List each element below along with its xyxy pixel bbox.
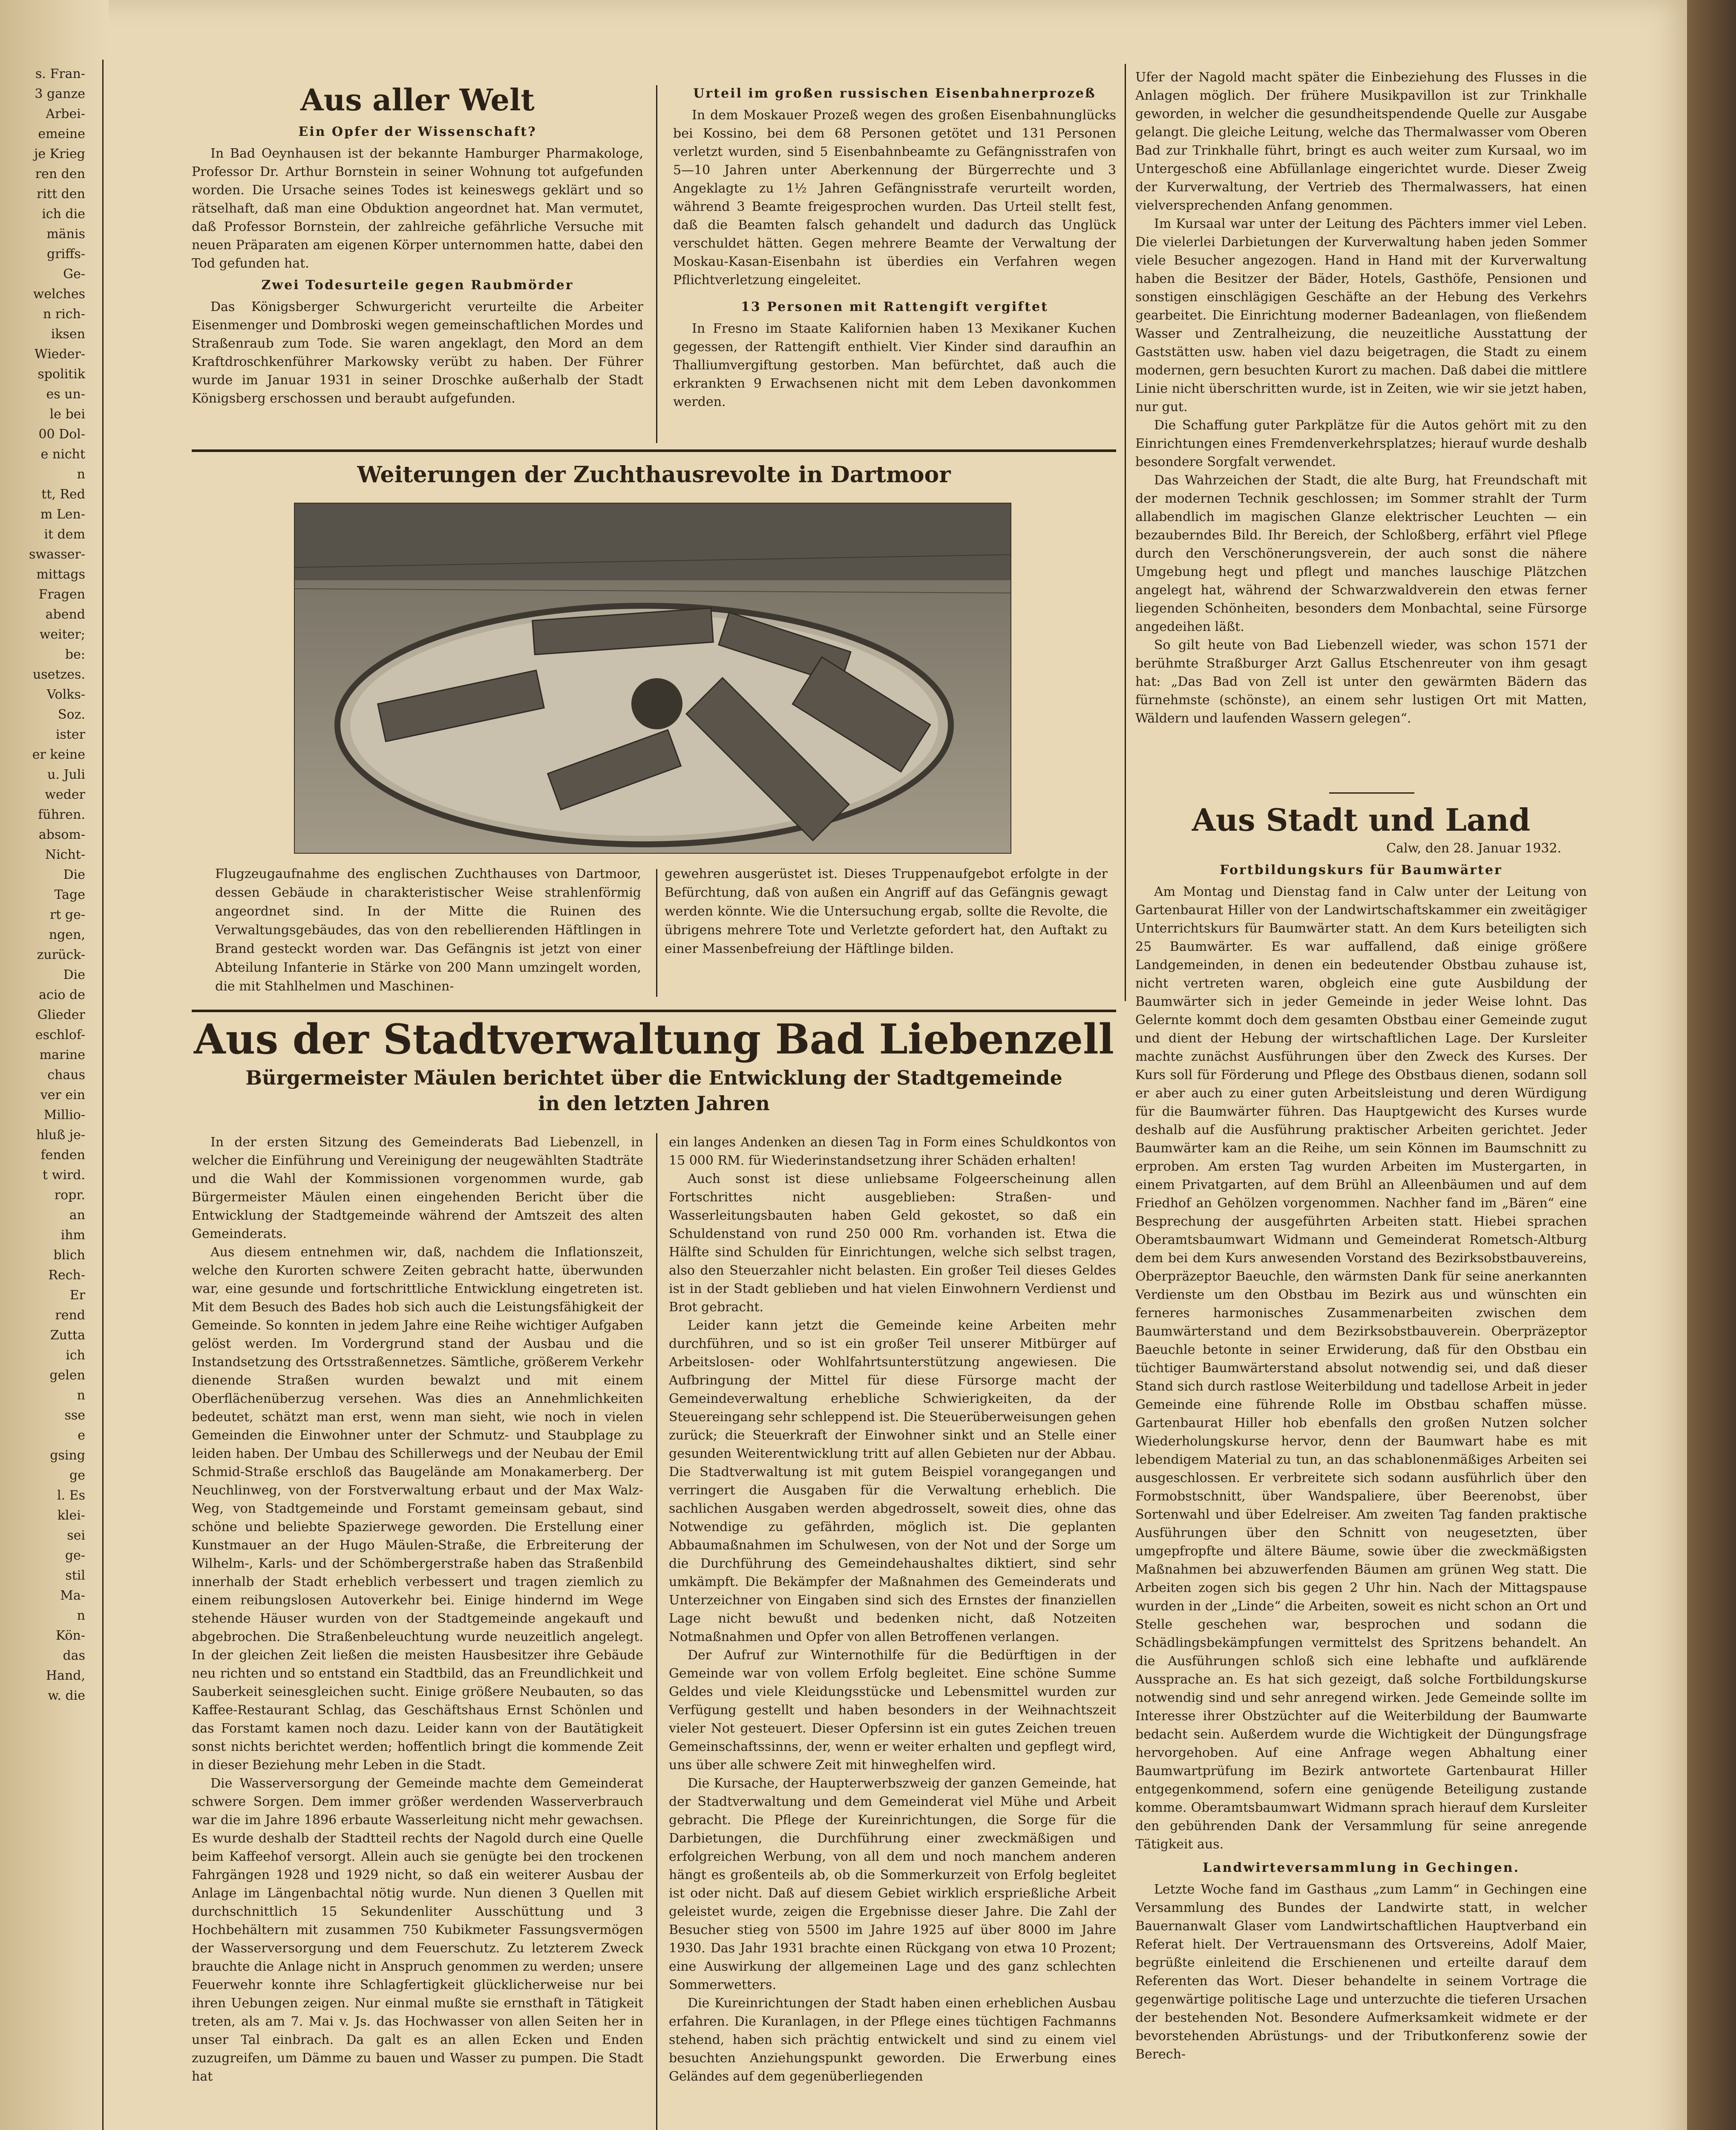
strip-fragment: ngen, xyxy=(49,927,85,942)
article-text: Das Königsberger Schwurgericht verurteilte die Arbeiter Eisenmenger und Dombroski wegen gemeinschaftlichen Mordes und Straßenraub zum Tode. Sie waren angeklagt, den Mord an dem Kraftdroschkenführer Markowsky verübt zu haben. Der Führer wurde im Januar 1931 in seiner Droschke außerhalb der Stadt Königsberg erschossen und beraubt aufgefunden. xyxy=(192,299,643,406)
strip-fragment: iksen xyxy=(51,327,85,342)
strip-fragment: er keine xyxy=(32,747,85,762)
aus-stadt-und-land-column xyxy=(1135,801,1587,2130)
strip-fragment: Volks- xyxy=(46,687,85,702)
strip-fragment: Arbei- xyxy=(46,106,85,121)
strip-fragment: mänis xyxy=(46,227,85,242)
liebenzell-continuation-column xyxy=(1135,68,1587,792)
strip-fragment: l. Es xyxy=(57,1488,85,1503)
paragraph: Die Kursache, der Haupterwerbszweig der ganzen Gemeinde, hat der Stadtverwaltung und dem Gemeinderat viel Mühe und Arbeit gebracht. Die Pflege der Kureinrichtungen, die Sorge für die Darbietungen, die Durchführung einer zweckmäßigen und erfolgreichen Werbung, von all dem und noch manchem anderen hängt es großenteils ab, ob die Sommerkurzeit von Erfolg begleitet ist oder nicht. Daß auf diesem Gebiet wirklich ersprießliche Arbeit geleistet wurde, zeigen die Ergebnisse dieser Jahre. Die Zahl der Besucher stieg von 5500 im Jahre 1925 auf über 8000 im Jahre 1930. Das Jahr 1931 brachte einen Rückgang von etwa 10 Prozent; eine Auswirkung der allgemeinen Lage und des ganz schlechten Sommerwetters. xyxy=(669,1776,1116,1992)
liebenzell-right-column xyxy=(669,1133,1116,2130)
strip-fragment: griffs- xyxy=(47,247,85,262)
strip-fragment: Die xyxy=(63,967,85,982)
strip-fragment: abend xyxy=(45,607,85,622)
strip-fragment: Kön- xyxy=(55,1628,85,1643)
caption-text: gewehren ausgerüstet ist. Dieses Truppenaufgebot erfolgte in der Befürchtung, daß von außen ein Angriff auf das Gefängnis gewagt werden könnte. Wie die Untersuchung ergab, sollte die Revolte, die übrigens mehrere Tote und Verletzte gefordert hat, den Auftakt zu einer Massenbefreiung der Häftlinge bilden. xyxy=(665,866,1108,956)
article-text: In Fresno im Staate Kalifornien haben 13 Mexikaner Kuchen gegessen, der Rattengift enthielt. Vier Kinder sind daraufhin an Thalliumvergiftung gestorben. Man befürchtet, daß auch die erkrankten 9 Erwachsenen nicht mit dem Leben davonkommen werden. xyxy=(673,321,1116,409)
strip-fragment: m Len- xyxy=(40,507,85,522)
strip-fragment: chaus xyxy=(47,1068,85,1082)
strip-fragment: Er xyxy=(69,1288,85,1303)
strip-fragment: w. die xyxy=(48,1688,85,1703)
strip-fragment: fenden xyxy=(40,1148,85,1163)
article-text: In Bad Oeynhausen ist der bekannte Hamburger Pharmakologe, Professor Dr. Arthur Bornstein in seiner Wohnung tot aufgefunden worden. Die Ursache seines Todes ist keineswegs geklärt und so rätselhaft, daß man eine Obduktion angeordnet hat. Man vermutet, daß Professor Bornstein, der zahlreiche gefährliche Versuche mit neuen Präparaten am eigenen Körper unternommen hatte, dabei den Tod gefunden hat. xyxy=(192,146,643,271)
strip-fragment: gelen xyxy=(49,1368,85,1383)
strip-fragment: Soz. xyxy=(58,707,85,722)
short-rule xyxy=(1329,792,1414,794)
dartmoor-caption-left xyxy=(215,865,641,1005)
aus-aller-welt-heading: Aus aller Welt xyxy=(300,82,535,118)
strip-fragment: t wird. xyxy=(43,1168,85,1183)
strip-fragment: swasser- xyxy=(29,547,85,562)
strip-fragment: n xyxy=(77,1608,85,1623)
strip-fragment: marine xyxy=(39,1048,85,1062)
strip-fragment: acio de xyxy=(39,987,85,1002)
strip-fragment: emeine xyxy=(38,127,85,141)
strip-fragment: Ge- xyxy=(63,267,85,282)
strip-fragment: je Krieg xyxy=(34,147,85,161)
column-rule xyxy=(656,869,657,997)
previous-page-strip xyxy=(0,64,85,2109)
strip-fragment: stil xyxy=(65,1568,85,1583)
strip-fragment: ge- xyxy=(65,1548,85,1563)
strip-fragment: tt, Red xyxy=(41,487,85,502)
paragraph: Auch sonst ist diese unliebsame Folgeerscheinung allen Fortschrittes nicht ausgeblieben: Straßen- und Wasserleitungsbauten haben Geld gekostet, so daß ein Schuldenstand von rund 250 000 Rm. vorhanden ist. Etwa die Hälfte sind Schulden für Einrichtungen, welche sich selbst tragen, also den Steuerzahler nicht belasten. Ein großer Teil dieses Geldes ist in der Stadt geblieben und hat vielen Einwohnern Verdienst und Brot gebracht. xyxy=(669,1172,1116,1315)
column-rule xyxy=(656,85,657,443)
strip-fragment: ich die xyxy=(42,207,85,222)
russland-column xyxy=(673,81,1116,443)
strip-fragment: Rech- xyxy=(48,1268,85,1283)
liebenzell-left-column xyxy=(192,1133,643,2130)
strip-fragment: n xyxy=(77,1388,85,1403)
strip-fragment: ritt den xyxy=(37,187,85,201)
liebenzell-heading: Aus der Stadtverwaltung Bad Liebenzell xyxy=(194,1015,1114,1063)
strip-fragment: usetzes. xyxy=(32,667,85,682)
strip-fragment: mittags xyxy=(36,567,85,582)
strip-fragment: Fragen xyxy=(38,587,85,602)
paragraph: ein langes Andenken an diesen Tag in Form eines Schuldkontos von 15 000 RM. für Wiederinstandsetzung ihrer Schäden erhalten! xyxy=(669,1135,1116,1168)
article-title: Landwirteversammlung in Gechingen. xyxy=(1203,1860,1520,1875)
aus-stadt-und-land-heading: Aus Stadt und Land xyxy=(1192,802,1531,838)
paragraph: Aus diesem entnehmen wir, daß, nachdem die Inflationszeit, welche den Kurorten schwere Zeiten gebracht hatte, überwunden war, eine gesunde und fortschrittliche Entwicklung eingetreten ist. Mit dem Besuch des Bades hob sich auch die Leistungsfähigkeit der Gemeinde. So konnten in jedem Jahre eine Reihe wichtiger Aufgaben gelöst werden. Im Vordergrund stand der Ausbau und die Instandsetzung des Ortsstraßennetzes. Sämtliche, größerem Verkehr dienende Straßen wurden bewalzt und mit einem Oberflächenüberzug versehen. Was dies an Annehmlichkeiten bedeutet, schätzt man erst, wenn man sieht, wie noch in vielen Gemeinden die Einwohner unter der Schmutz- und Staubplage zu leiden haben. Der Umbau des Schillerwegs und der Neubau der Emil Schmid-Straße erschloß das Baugelände am Monakamerberg. Der Neuchlinweg, von der Forstverwaltung erbaut und der Max Walz-Weg, von Stadtgemeinde und Forstamt gemeinsam gebaut, sind schöne und beliebte Spazierwege geworden. Die Erstellung einer Kunstmauer an der Hugo Mäulen-Straße, die Erbreiterung der Wilhelm-, Karls- und der Schömbergerstraße haben das Straßenbild innerhalb der Stadt erheblich verbessert und tragen ziemlich zu einem reibungslosen Autoverkehr bei. Einige hindernd im Wege stehende Häuser wurden von der Stadtgemeinde angekauft und abgebrochen. Die Straßenbeleuchtung wurde neuzeitlich angelegt. In der gleichen Zeit ließen die meisten Hausbesitzer ihre Gebäude neu richten und so entstand ein Stadtbild, das an Freundlichkeit und Sauberkeit seinesgleichen sucht. Einige größere Neubauten, so das Kaffee-Restaurant Schlag, das Geschäftshaus Ernst Schönlen und das Forstamt kamen noch dazu. Leider kann von der Bautätigkeit sonst nichts berichtet werden; hoffentlich bringt die kommende Zeit in dieser Beziehung mehr Leben in die Stadt. xyxy=(192,1245,643,1773)
strip-fragment: rt ge- xyxy=(49,907,85,922)
strip-fragment: blich xyxy=(53,1248,85,1263)
article-title: Zwei Todesurteile gegen Raubmörder xyxy=(261,278,574,293)
strip-fragment: s. Fran- xyxy=(35,66,85,81)
paragraph: In der ersten Sitzung des Gemeinderats Bad Liebenzell, in welcher die Einführung und Vereinigung der neugewählten Stadträte und die Wahl der Kommissionen vorgenommen wurde, gab Bürgermeister Mäulen einen eingehenden Bericht über die Entwicklung der Stadtgemeinde während der Amtszeit des alten Gemeinderats. xyxy=(192,1135,643,1241)
article-title: Ein Opfer der Wissenschaft? xyxy=(298,124,537,139)
strip-fragment: 00 Dol- xyxy=(38,427,85,442)
paragraph: Letzte Woche fand im Gasthaus „zum Lamm“ in Gechingen eine Versammlung des Bundes der Landwirte statt, in welcher Bauernanwalt Glaser vom Landwirtschaftlichen Hauptverband ein Referat hielt. Der Vertrauensmann des Ortsvereins, Adolf Maier, begrüßte einleitend die Erschienenen und erteilte darauf dem Referenten das Wort. Dieser behandelte in seinem Vortrage die gegenwärtige politische Lage und unterzuchte die tieferen Ursachen der bestehenden Not. Besondere Aufmerksamkeit widmete er der bevorstehenden Abrüstungs- und der Tributkonferenz sowie der Berech- xyxy=(1135,1882,1587,2062)
strip-fragment: ropr. xyxy=(54,1188,85,1203)
strip-fragment: 3 ganze xyxy=(35,86,85,101)
liebenzell-subheading: Bürgermeister Mäulen berichtet über die Entwicklung der Stadtgemeinde xyxy=(245,1066,1062,1089)
dateline: Calw, den 28. Januar 1932. xyxy=(1386,841,1561,856)
column-rule xyxy=(656,1133,657,2130)
strip-fragment: e xyxy=(78,1428,85,1443)
strip-fragment: le bei xyxy=(49,407,85,422)
strip-fragment: es un- xyxy=(46,387,85,402)
strip-fragment: eschlof- xyxy=(35,1028,85,1042)
liebenzell-subheading: in den letzten Jahren xyxy=(538,1092,770,1115)
strip-fragment: zurück- xyxy=(37,947,85,962)
paragraph: Im Kursaal war unter der Leitung des Pächters immer viel Leben. Die vielerlei Darbietungen der Kurverwaltung haben jeden Sommer viele Besucher angezogen. Hand in Hand mit der Kurverwaltung haben die Besitzer der Bäder, Hotels, Gasthöfe, Pensionen und sonstigen einschlägigen Geschäfte an der Hebung des Verkehrs gearbeitet. Die Einrichtung moderner Badeanlagen, von fließendem Wasser und Zentralheizung, die neuzeitliche Ausstattung der Gaststätten usw. haben viel dazu beigetragen, die Stadt zu einem modernen, gern besuchten Kurort zu machen. Daß dabei die mittlere Linie nicht überschritten wurde, ist in Zeiten, wie wir sie jetzt haben, nur gut. xyxy=(1135,216,1587,414)
strip-fragment: gsing xyxy=(50,1448,85,1463)
article-title: Fortbildungskurs für Baumwärter xyxy=(1220,863,1503,878)
paragraph: Der Aufruf zur Winternothilfe für die Bedürftigen in der Gemeinde war von vollem Erfolg begleitet. Eine schöne Summe Geldes und viele Kleidungsstücke und Lebensmittel wurden zur Verfügung gestellt und haben besonders in der Weihnachtszeit vieler Not gesteuert. Dieser Opfersinn ist ein gutes Zeichen treuen Gemeinschaftssinns, der, wenn er weiter erhalten und gepflegt wird, uns über alle schwere Zeit mit hinweghelfen wird. xyxy=(669,1648,1116,1773)
dartmoor-heading-box xyxy=(192,458,1116,496)
page-edge xyxy=(1687,0,1736,2130)
strip-fragment: welches xyxy=(33,287,85,302)
strip-fragment: Wieder- xyxy=(34,347,85,362)
caption-text: Flugzeugaufnahme des englischen Zuchthauses von Dartmoor, dessen Gebäude in charakteristischer Weise strahlenförmig angeordnet sind. In der Mitte die Ruinen des Verwaltungsgebäudes, das von den rebellierenden Häftlingen in Brand gesteckt worden war. Das Gefängnis ist jetzt von einer Abteilung Infanterie in Stärke von 200 Mann umzingelt worden, die mit Stahlhelmen und Maschinen- xyxy=(215,866,641,994)
article-title: 13 Personen mit Rattengift vergiftet xyxy=(741,299,1048,314)
strip-fragment: Ma- xyxy=(60,1588,85,1603)
dartmoor-heading: Weiterungen der Zuchthausrevolte in Dartmoor xyxy=(357,462,951,488)
strip-fragment: ihm xyxy=(60,1228,85,1243)
article-title: Urteil im großen russischen Eisenbahnerprozeß xyxy=(693,86,1096,101)
paragraph: Ufer der Nagold macht später die Einbeziehung des Flusses in die Anlagen möglich. Der frühere Musikpavillon ist zur Trinkhalle geworden, in welcher die gesundheitspendende Quelle zur Ausgabe gelangt. Die gleiche Leitung, welche das Thermalwasser vom Oberen Bad zur Trinkhalle führt, bringt es auch weiter zum Kursaal, wo im Untergeschoß eine Abfüllanlage eingerichtet wurde. Dieser Zweig der Kurverwaltung, der Vertrieb des Thermalwassers, hat einen vielversprechenden Anfang genommen. xyxy=(1135,70,1587,213)
dartmoor-aerial-photo xyxy=(294,503,1011,854)
strip-fragment: führen. xyxy=(38,807,85,822)
paragraph: Die Kureinrichtungen der Stadt haben einen erheblichen Ausbau erfahren. Die Kuranlagen, in der Pflege eines tüchtigen Fachmanns stehend, haben sich prächtig entwickelt und sind zu einem viel besuchten Anziehungspunkt geworden. Die Erwerbung eines Geländes auf dem gegenüberliegenden xyxy=(669,1996,1116,2084)
strip-fragment: absom- xyxy=(38,827,85,842)
paragraph: Die Schaffung guter Parkplätze für die Autos gehört mit zu den Einrichtungen eines Fremdenverkehrsplatzes; hierauf wurde deshalb besondere Sorgfalt verwendet. xyxy=(1135,418,1587,469)
paragraph: Am Montag und Dienstag fand in Calw unter der Leitung von Gartenbaurat Hiller von der Landwirtschaftskammer ein zweitägiger Unterrichtskurs für Baumwärter statt. An dem Kurs beteiligten sich 25 Baumwärter. Es war auffallend, daß einige größere Landgemeinden, in denen ein bedeutender Obstbau zuhause ist, nicht vertreten waren, obgleich eine gute Ausbildung der Baumwärter sich in jeder Gemeinde in jeder Weise lohnt. Das Gelernte kommt doch dem gesamten Obstbau einer Gemeinde zugut und dient der Hebung der wirtschaftlichen Lage. Der Kursleiter machte zunächst Ausführungen über den Zweck des Kurses. Der Kurs soll für Förderung und Pflege des Obstbaus dienen, sodann soll er aber auch zu einer guten Arbeitsleistung und deren Würdigung für die Baumwärter führen. Das Hauptgewicht des Kurses wurde deshalb auf die Ausführung praktischer Arbeiten gerichtet. Jeder Baumwärter kam an die Reihe, um sein Können im Baumschnitt zu erproben. Am ersten Tag wurden Arbeiten im Mustergarten, in einem Privatgarten, auf dem Brühl an Alleenbäumen und auf dem Friedhof an Gehölzen vorgenommen. Nachher fand im „Bären“ eine Besprechung der ausgeführten Arbeiten statt. Hiebei sprachen Oberamtsbaumwart Widmann und Gemeinderat Rometsch-Altburg dem bei dem Kurs anwesenden Vorstand des Bezirksobstbauvereins, Oberpräzeptor Baeuchle, den wärmsten Dank für seine anerkannten Verdienste um den Obstbau im Bezirk aus und wünschten ein ferneres harmonisches Zusammenarbeiten zwischen dem Baumwärterstand und dem Bezirksobstbauverein. Oberpräzeptor Baeuchle betonte in seiner Erwiderung, daß für den Obstbau ein tüchtiger Baumwärterstand absolut notwendig sei, und daß dieser Stand sich durch rastlose Weiterbildung und tadellose Arbeit in jeder Gemeinde eine führende Rolle im Obstbau schaffen müsse. Gartenbaurat Hiller hob ebenfalls den großen Nutzen solcher Wiederholungskurse hervor, denn der Baumwart habe es mit lebendigem Material zu tun, an das schablonenmäßiges Arbeiten sei ausgeschlossen. Er verbreitete sich sodann ausführlich über den Formobstschnitt, über Wandspaliere, über Beerenobst, über Sortenwahl und über Edelreiser. Am zweiten Tag fanden praktische Ausführungen über den Schnitt von neugesetzten, über umgepfropfte und ältere Bäume, sowie über die zweckmäßigsten Maßnahmen bei abzuwerfenden Bäumen am grünen Weg statt. Die Arbeiten zogen sich bis gegen 2 Uhr hin. Nach der Mittagspause wurden in der „Linde“ die Arbeiten, soweit es nicht schon an Ort und Stelle geschehen war, besprochen und sodann die Schädlingsbekämpfungen vermittelst des Spritzens behandelt. An die Ausführungen schloß sich eine lebhafte und aufklärende Aussprache an. Es hat sich gezeigt, daß solche Fortbildungskurse notwendig sind und sehr anregend wirken. Jede Gemeinde sollte im Interesse ihrer Obstzüchter auf die Weiterbildung der Baumwarte bedacht sein. Außerdem wurde die Wichtigkeit der Düngungsfrage hervorgehoben. Auf eine Anfrage wegen Abhaltung einer Baumwartprüfung im Bezirk antwortete Gartenbaurat Hiller entgegenkommend, sofern eine genügende Beteiligung zustande komme. Oberamtsbaumwart Widmann sprach hierauf dem Kursleiter den gebührenden Dank der Versammlung für seine anregende Tätigkeit aus. xyxy=(1135,884,1587,1852)
strip-fragment: hluß je- xyxy=(36,1128,85,1143)
paragraph: So gilt heute von Bad Liebenzell wieder, was schon 1571 der berühmte Straßburger Arzt Gallus Etschenreuter von ihm gesagt hat: „Das Bad von Zell ist unter den gewärmten Bädern das fürnehmste (schönste), an einem sehr lustigen Ort mit Matten, Wäldern und laufenden Wassern gelegen“. xyxy=(1135,638,1587,726)
paragraph: Das Wahrzeichen der Stadt, die alte Burg, hat Freundschaft mit der modernen Technik geschlossen; im Sommer strahlt der Turm allabendlich im magischen Glanze elektrischer Leuchten — ein bezauberndes Bild. Ihr Bereich, der Schloßberg, erfährt viel Pflege durch den Verschönerungsverein, der auch sonst die nähere Umgebung hegt und pflegt und manches lauschige Plätzchen angelegt hat, während der Schwarzwaldverein den etwas ferner liegenden Schönheiten, besonders dem Monbachtal, seine Fürsorge angedeihen läßt. xyxy=(1135,473,1587,634)
strip-fragment: Hand, xyxy=(46,1668,85,1683)
strip-fragment: ich xyxy=(66,1348,85,1363)
column-rule xyxy=(102,60,104,2130)
strip-fragment: weder xyxy=(45,787,85,802)
aus-aller-welt-column xyxy=(192,81,643,443)
strip-fragment: Nicht- xyxy=(45,847,85,862)
strip-fragment: sei xyxy=(67,1528,85,1543)
strip-fragment: Zutta xyxy=(50,1328,85,1343)
article-text: In dem Moskauer Prozeß wegen des großen Eisenbahnunglücks bei Kossino, bei dem 68 Personen getötet und 131 Personen verletzt wurden, sind 5 Eisenbahnbeamte zu Gefängnisstrafen von 5—10 Jahren unter Aberkennung der Bürgerrechte und 3 Angeklagte zu 1½ Jahren Gefängnisstrafe verurteilt worden, während 3 Beamte freigesprochen wurden. Das Urteil stellt fest, daß die Beamten falsch gehandelt und dadurch das Unglück verschuldet hätten. Gegen mehrere Beamte der Verwaltung der Moskau-Kasan-Eisenbahn ist überdies ein Verfahren wegen Pflichtverletzung eingeleitet. xyxy=(673,108,1116,288)
strip-fragment: Tage xyxy=(54,887,85,902)
strip-fragment: n xyxy=(77,467,85,482)
section-rule xyxy=(192,449,1116,452)
strip-fragment: Die xyxy=(63,867,85,882)
strip-fragment: ister xyxy=(55,727,85,742)
paragraph: Leider kann jetzt die Gemeinde keine Arbeiten mehr durchführen, und so ist ein großer Teil unserer Mitbürger auf Arbeitslosen- oder Wohlfahrtsunterstützung angewiesen. Die Aufbringung der Mittel für diese Fürsorge macht der Gemeindeverwaltung erhebliche Schwierigkeiten, da der Steuereingang sehr schleppend ist. Die Steuerüberweisungen gehen zurück; die Steuerkraft der Einwohner sinkt und an Stelle einer gesunden Weiterentwicklung tritt auf allen Gebieten nur der Abbau. Die Stadtverwaltung ist mit gutem Beispiel vorangegangen und verringert die Ausgaben für die Verwaltung erheblich. Die sachlichen Ausgaben werden abgedrosselt, soweit dies, ohne das Notwendige zu gefährden, möglich ist. Die geplanten Abbaumaßnahmen im Schulwesen, von der Not und der Sorge um die Durchführung des Gemeindehaushaltes diktiert, sind sehr umkämpft. Die Bekämpfer der Maßnahmen des Gemeinderats und Unterzeichner von Eingaben sind sich des Ernstes der finanziellen Lage nicht bewußt und bedenken nicht, daß Notzeiten Notmaßnahmen und Opfer von allen Betroffenen verlangen. xyxy=(669,1318,1116,1644)
strip-fragment: weiter; xyxy=(39,627,85,642)
strip-fragment: an xyxy=(69,1208,85,1223)
strip-fragment: u. Juli xyxy=(47,767,85,782)
strip-fragment: ver ein xyxy=(40,1088,85,1102)
strip-fragment: it dem xyxy=(44,527,85,542)
strip-fragment: be: xyxy=(65,647,85,662)
strip-fragment: Glieder xyxy=(37,1007,85,1022)
strip-fragment: n rich- xyxy=(43,307,85,322)
strip-fragment: klei- xyxy=(57,1508,85,1523)
column-rule xyxy=(1125,64,1126,1001)
section-rule xyxy=(192,1010,1116,1012)
liebenzell-heading-box xyxy=(192,1014,1116,1129)
strip-fragment: e nicht xyxy=(40,447,85,462)
strip-fragment: Millio- xyxy=(43,1108,85,1123)
paragraph: Die Wasserversorgung der Gemeinde machte dem Gemeinderat schwere Sorgen. Dem immer größer werdenden Wasserverbrauch war die im Jahre 1896 erbaute Wasserleitung nicht mehr gewachsen. Es wurde deshalb der Stadtteil rechts der Nagold durch eine Quelle beim Kaffeehof versorgt. Allein auch sie genügte bei den trockenen Fahrgängen 1928 und 1929 nicht, so daß ein weiterer Ausbau der Anlage im Längenbachtal nötig wurde. Nun dienen 3 Quellen mit durchschnittlich 15 Sekundenliter Ausschüttung und 3 Hochbehältern mit zusammen 750 Kubikmeter Fassungsvermögen der Wasserversorgung und dem Feuerschutz. Zu letzterem Zweck brauchte die Anlage nicht in Anspruch genommen zu werden; unsere Feuerwehr konnte ihre Schlagfertigkeit glücklicherweise nur bei ihren Uebungen zeigen. Nur einmal mußte sie ernsthaft in Tätigkeit treten, als am 7. Mai v. Js. das Hochwasser von allen Seiten her in unser Tal einbrach. Da galt es an allen Ecken und Enden zuzugreifen, um Dämme zu bauen und Wasser zu pumpen. Die Stadt hat xyxy=(192,1776,643,2084)
strip-fragment: spolitik xyxy=(37,367,85,382)
dartmoor-caption-right xyxy=(665,865,1108,1005)
strip-fragment: rend xyxy=(55,1308,85,1323)
strip-fragment: ren den xyxy=(35,167,85,181)
strip-fragment: ge xyxy=(69,1468,85,1483)
strip-fragment: sse xyxy=(64,1408,85,1423)
strip-fragment: das xyxy=(63,1648,85,1663)
